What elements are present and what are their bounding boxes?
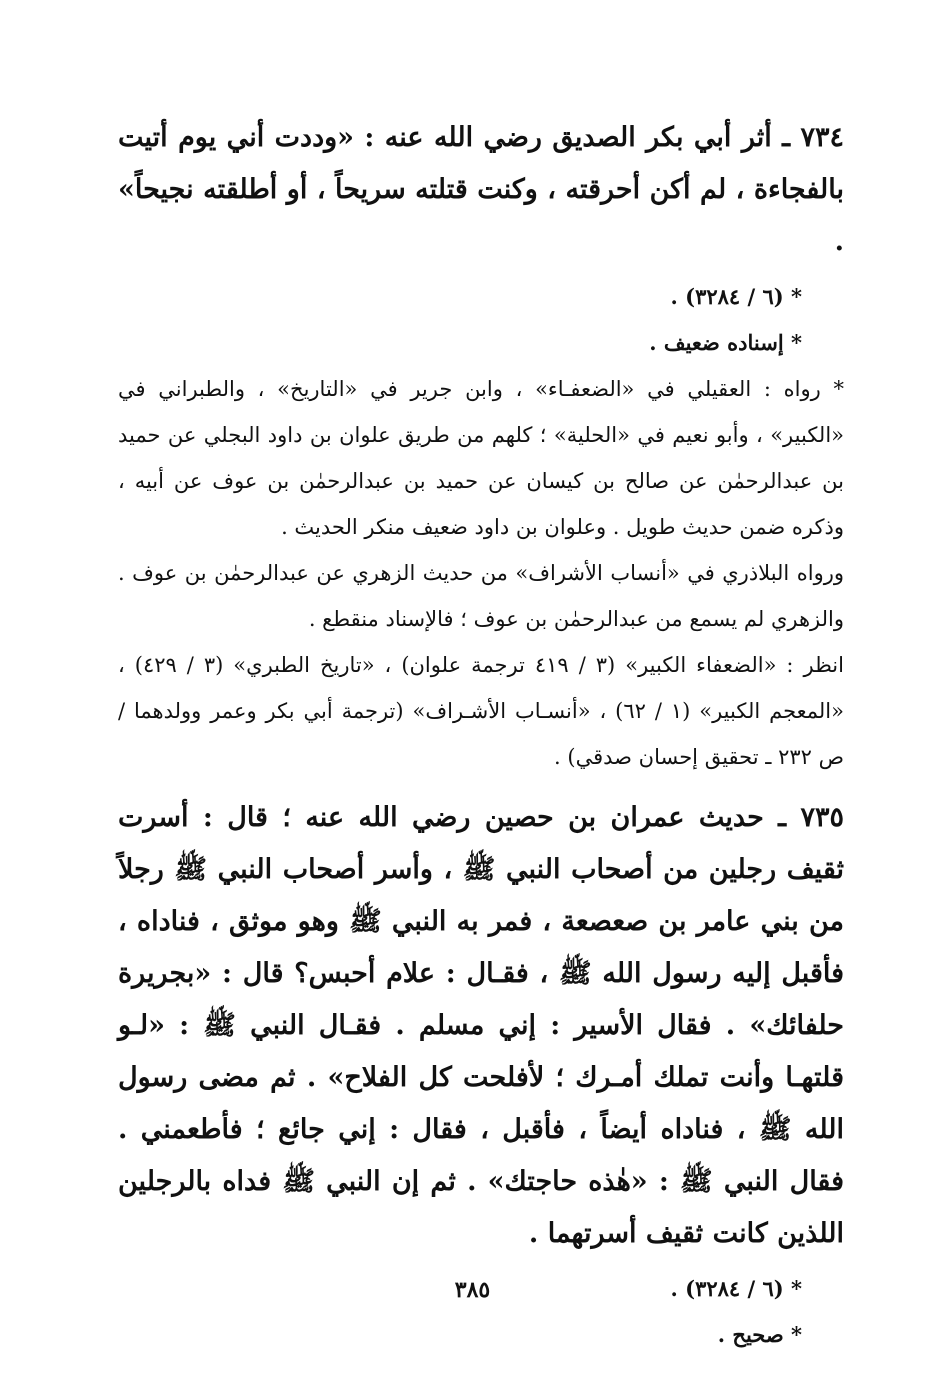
entry-734-second-narration: ورواه البلاذري في «أنساب الأشراف» من حديث الزهري عن عبدالرحمٰن بن عوف . والزهري لم يسمع من عبدالرحمٰن بن عوف ؛ فالإسناد منقطع . xyxy=(118,561,844,631)
entry-734-sources: انظر : «الضعفاء الكبير» (٣ / ٤١٩ ترجمة علوان) ، «تاريخ الطبري» (٣ / ٤٢٩) ، «المعجم الكبير» (١ / ٦٢) ، «أنسـاب الأشـراف» (ترجمة أبي بكر وعمر وولدهما / ص ٢٣٢ ـ تحقيق إحسان صدقي) . xyxy=(118,653,844,769)
entry-734-takhrij: * رواه : العقيلي في «الضعفـاء» ، وابن جرير في «التاريخ» ، والطبراني في «الكبير» ، وأبو نعيم في «الحلية» ؛ كلهم من طريق علوان بن داود البجلي عن حميد بن عبدالرحمٰن عن صالح بن كيسان عن حميد بن عبدالرحمٰن بن عوف عن أبيه ، وذكره ضمن حديث طويل . وعلوان بن داود ضعيف منكر الحديث . xyxy=(118,377,844,539)
entry-735-reference: * (٦ / ٣٢٨٤) . xyxy=(670,1276,802,1301)
entry-735-grade: * صحيح . xyxy=(717,1322,802,1347)
page-body xyxy=(118,112,844,1347)
entry-735-heading: ٧٣٥ ـ حديث عمران بن حصين رضي الله عنه ؛ قال : أسرت ثقيف رجلين من أصحاب النبي ﷺ ، وأسر أصحاب النبي ﷺ رجلاً من بني عامر بن صعصعة ، فمر به النبي ﷺ وهو موثق ، فناداه ، فأقبل إليه رسول الله ﷺ ، فقـال : علام أحبس؟ قال : «بجريرة حلفائك» . فقال الأسير : إني مسلم . فقـال النبي ﷺ : «لـو قلتهـا وأنت تملك أمـرك ؛ لأفلحت كل الفلاح» . ثم مضى رسول الله ﷺ ، فناداه أيضاً ، فأقبل ، فقال : إني جائع ؛ فأطعمني . فقال النبي ﷺ : «هٰذه حاجتك» . ثم إن النبي ﷺ فداه بالرجلين اللذين كانت ثقيف أسرتهما . xyxy=(118,802,844,1249)
entry-734-grade: * إسناده ضعيف . xyxy=(649,330,802,355)
page-number: ٣٨٥ xyxy=(454,1277,491,1303)
entry-734-reference: * (٦ / ٣٢٨٤) . xyxy=(670,284,802,309)
entry-734 xyxy=(118,112,844,780)
entry-734-heading: ٧٣٤ ـ أثر أبي بكر الصديق رضي الله عنه : «وددت أني يوم أتيت بالفجاءة ، لم أكن أحرقته ، وكنت قتلته سريحاً ، أو أطلقته نجيحاً» . xyxy=(118,122,844,257)
entry-735 xyxy=(118,792,844,1358)
